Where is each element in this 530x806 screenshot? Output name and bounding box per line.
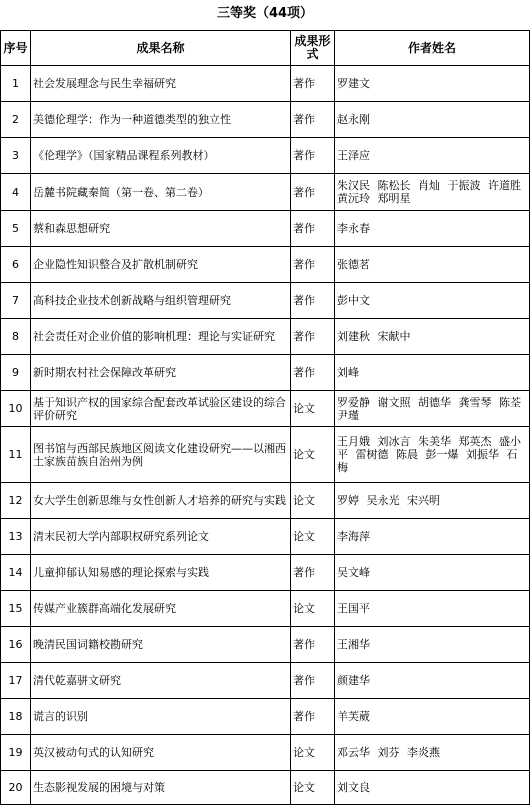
row-name: 谎言的识别 xyxy=(31,699,291,735)
row-index: 15 xyxy=(1,591,31,627)
row-index: 12 xyxy=(1,483,31,519)
row-name: 岳麓书院藏秦简（第一卷、第二卷） xyxy=(31,174,291,211)
table-header-row xyxy=(1,31,530,66)
row-authors: 彭中文 xyxy=(335,283,530,319)
table-row xyxy=(1,591,530,627)
table-row xyxy=(1,174,530,211)
table-row xyxy=(1,211,530,247)
row-index: 18 xyxy=(1,699,31,735)
header-index: 序号 xyxy=(1,31,31,66)
row-form: 著作 xyxy=(291,138,335,174)
row-authors: 刘建秋 宋献中 xyxy=(335,319,530,355)
row-index: 2 xyxy=(1,102,31,138)
table-row xyxy=(1,483,530,519)
header-authors: 作者姓名 xyxy=(335,31,530,66)
row-authors: 罗婷 吴永光 宋兴明 xyxy=(335,483,530,519)
table-row xyxy=(1,66,530,102)
table-row xyxy=(1,102,530,138)
row-name: 晚清民国词籍校勘研究 xyxy=(31,627,291,663)
row-form: 著作 xyxy=(291,627,335,663)
row-index: 17 xyxy=(1,663,31,699)
row-form: 著作 xyxy=(291,283,335,319)
row-index: 4 xyxy=(1,174,31,211)
row-form: 论文 xyxy=(291,391,335,427)
table-row xyxy=(1,355,530,391)
row-index: 20 xyxy=(1,771,31,805)
row-authors: 刘文良 xyxy=(335,771,530,805)
row-index: 3 xyxy=(1,138,31,174)
row-form: 著作 xyxy=(291,355,335,391)
row-form: 著作 xyxy=(291,102,335,138)
table-row xyxy=(1,735,530,771)
row-index: 6 xyxy=(1,247,31,283)
table-row xyxy=(1,283,530,319)
row-form: 论文 xyxy=(291,427,335,483)
section-heading: 三等奖（44项） xyxy=(216,6,314,21)
row-authors: 王湘华 xyxy=(335,627,530,663)
row-form: 著作 xyxy=(291,174,335,211)
row-index: 14 xyxy=(1,555,31,591)
row-index: 5 xyxy=(1,211,31,247)
row-form: 著作 xyxy=(291,555,335,591)
table-row xyxy=(1,138,530,174)
row-form: 著作 xyxy=(291,699,335,735)
row-index: 11 xyxy=(1,427,31,483)
row-name: 美德伦理学：作为一种道德类型的独立性 xyxy=(31,102,291,138)
row-name: 英汉被动句式的认知研究 xyxy=(31,735,291,771)
row-name: 《伦理学》（国家精品课程系列教材） xyxy=(31,138,291,174)
row-name: 社会责任对企业价值的影响机理：理论与实证研究 xyxy=(31,319,291,355)
table-row xyxy=(1,627,530,663)
row-name: 高科技企业技术创新战略与组织管理研究 xyxy=(31,283,291,319)
row-authors: 赵永刚 xyxy=(335,102,530,138)
header-name: 成果名称 xyxy=(31,31,291,66)
row-name: 社会发展理念与民生幸福研究 xyxy=(31,66,291,102)
row-name: 清末民初大学内部职权研究系列论文 xyxy=(31,519,291,555)
row-form: 著作 xyxy=(291,211,335,247)
row-form: 论文 xyxy=(291,519,335,555)
row-form: 著作 xyxy=(291,66,335,102)
table-row xyxy=(1,555,530,591)
row-authors: 刘峰 xyxy=(335,355,530,391)
row-form: 论文 xyxy=(291,771,335,805)
row-name: 蔡和森思想研究 xyxy=(31,211,291,247)
row-authors: 颜建华 xyxy=(335,663,530,699)
table-row xyxy=(1,771,530,805)
table-row xyxy=(1,519,530,555)
row-name: 儿童抑郁认知易感的理论探索与实践 xyxy=(31,555,291,591)
row-authors: 王泽应 xyxy=(335,138,530,174)
row-name: 传媒产业簇群高端化发展研究 xyxy=(31,591,291,627)
row-name: 图书馆与西部民族地区阅读文化建设研究——以湘西土家族苗族自治州为例 xyxy=(31,427,291,483)
row-form: 著作 xyxy=(291,247,335,283)
header-form: 成果形式 xyxy=(291,31,335,66)
table-row xyxy=(1,427,530,483)
row-authors: 王国平 xyxy=(335,591,530,627)
table-row xyxy=(1,319,530,355)
awards-table xyxy=(0,30,530,805)
row-authors: 李海萍 xyxy=(335,519,530,555)
row-authors: 朱汉民 陈松长 肖灿 于振波 许道胜 黄沅玲 郑明星 xyxy=(335,174,530,211)
row-form: 论文 xyxy=(291,483,335,519)
row-index: 10 xyxy=(1,391,31,427)
row-name: 企业隐性知识整合及扩散机制研究 xyxy=(31,247,291,283)
row-form: 论文 xyxy=(291,735,335,771)
row-index: 7 xyxy=(1,283,31,319)
row-authors: 张德茗 xyxy=(335,247,530,283)
row-index: 13 xyxy=(1,519,31,555)
row-form: 论文 xyxy=(291,591,335,627)
row-index: 16 xyxy=(1,627,31,663)
table-row xyxy=(1,699,530,735)
row-authors: 李永春 xyxy=(335,211,530,247)
row-index: 1 xyxy=(1,66,31,102)
row-name: 基于知识产权的国家综合配套改革试验区建设的综合评价研究 xyxy=(31,391,291,427)
row-name: 清代乾嘉骈文研究 xyxy=(31,663,291,699)
row-authors: 罗爱静 谢文照 胡德华 龚雪琴 陈荃 尹瑾 xyxy=(335,391,530,427)
row-name: 新时期农村社会保障改革研究 xyxy=(31,355,291,391)
row-index: 9 xyxy=(1,355,31,391)
row-authors: 王月娥 刘冰言 朱美华 郑英杰 盛小平 雷树德 陈晨 彭一爆 刘振华 石梅 xyxy=(335,427,530,483)
table-row xyxy=(1,391,530,427)
row-index: 8 xyxy=(1,319,31,355)
row-authors: 羊芙葳 xyxy=(335,699,530,735)
row-form: 著作 xyxy=(291,319,335,355)
table-row xyxy=(1,663,530,699)
table-row xyxy=(1,247,530,283)
row-form: 著作 xyxy=(291,663,335,699)
row-name: 女大学生创新思维与女性创新人才培养的研究与实践 xyxy=(31,483,291,519)
row-name: 生态影视发展的困境与对策 xyxy=(31,771,291,805)
row-authors: 罗建文 xyxy=(335,66,530,102)
row-authors: 邓云华 刘芬 李炎燕 xyxy=(335,735,530,771)
row-index: 19 xyxy=(1,735,31,771)
row-authors: 吴文峰 xyxy=(335,555,530,591)
